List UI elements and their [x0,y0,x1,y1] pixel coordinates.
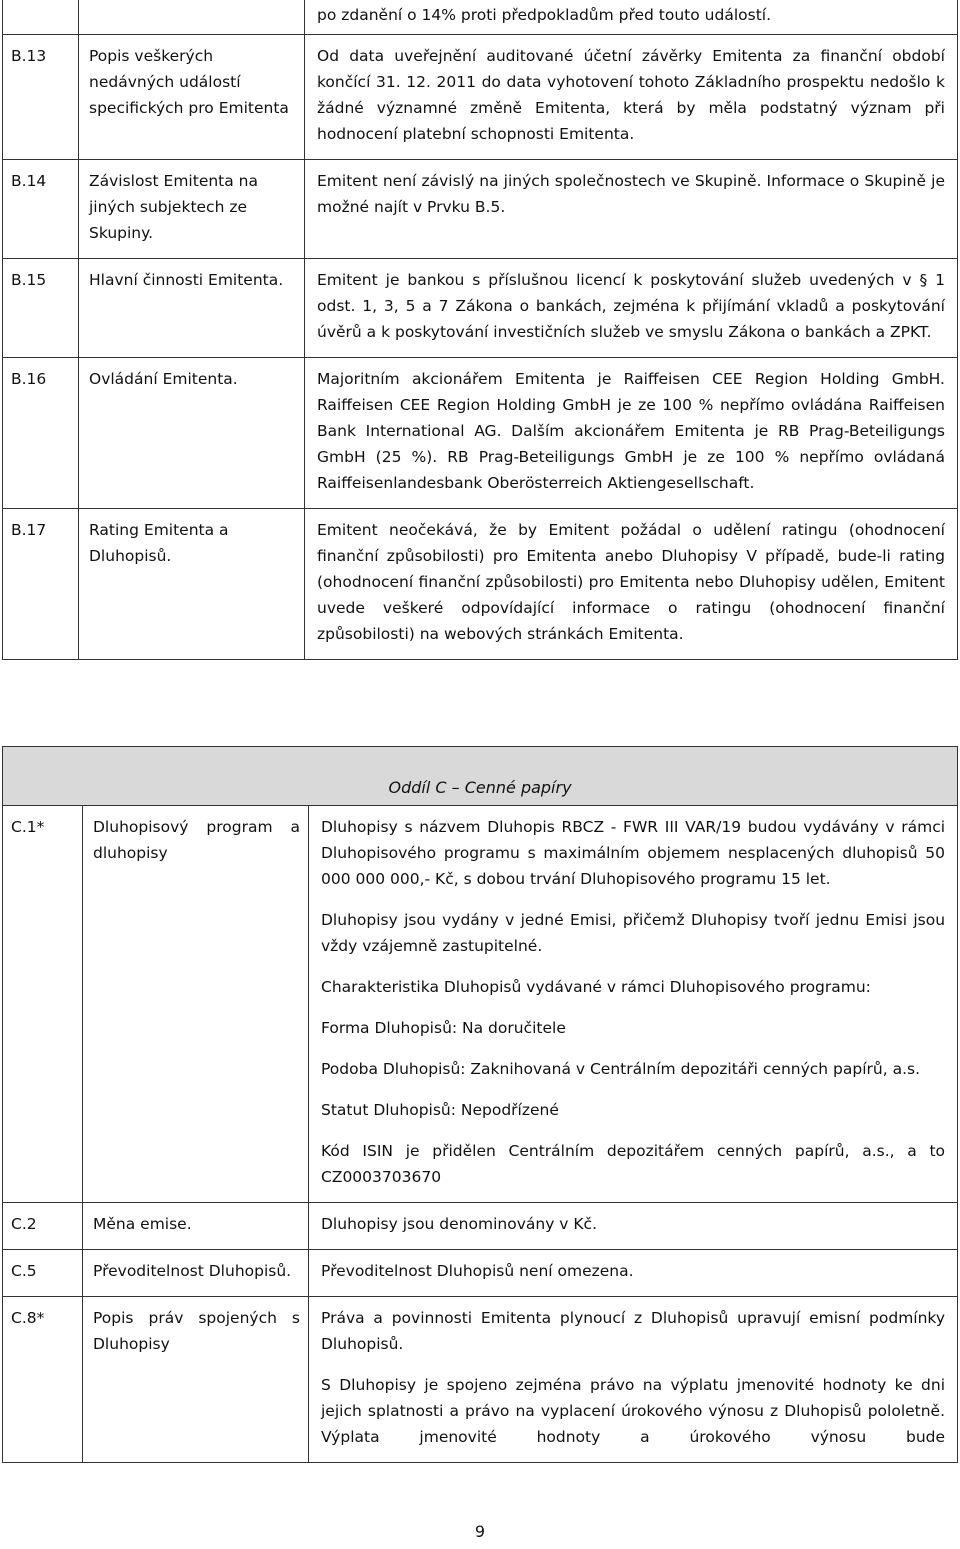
content-paragraph: Kód ISIN je přidělen Centrálním depozitářem cenných papírů, a.s., a to CZ0003703670 [321,1142,946,1186]
content-paragraph: Podoba Dluhopisů: Zaknihovaná v Centrálním depozitáři cenných papírů, a.s. [321,1060,921,1078]
content-paragraph: Emitent neočekává, že by Emitent požádal o udělení ratingu (ohodnocení finanční způsobilosti) pro Emitenta anebo Dluhopisy V případě, bude-li rating (ohodnocení finanční způsobilosti) pro Emitenta nebo Dluhopisy udělen, Emitent uvede veškeré odpovídající informace o ratingu (ohodnocení finanční způsobilosti) na webových stránkách Emitenta. [317,521,945,643]
element-content [309,1250,958,1297]
table-row [3,160,958,259]
element-content [305,358,958,509]
content-paragraph: Od data uveřejnění auditované účetní závěrky Emitenta za finanční období končící 31. 12. 2011 do data vyhotovení tohoto Základního prospektu nedošlo k žádné významné změně Emitenta, která by měla podstatný význam při hodnocení platební schopnosti Emitenta. [317,47,945,143]
content-paragraph: Emitent není závislý na jiných společnostech ve Skupině. Informace o Skupině je možné najít v Prvku B.5. [317,172,945,216]
table-row [3,0,958,35]
element-id: B.16 [3,358,79,509]
element-label: Dluhopisový program a dluhopisy [83,806,309,1203]
element-id: B.14 [3,160,79,259]
table-row [3,1297,958,1463]
content-paragraph: Majoritním akcionářem Emitenta je Raiffeisen CEE Region Holding GmbH. Raiffeisen CEE Region Holding GmbH je ze 100 % nepřímo ovládána Raiffeisen Bank International AG. Dalším akcionářem Emitenta je RB Prag-Beteiligungs GmbH (25 %). RB Prag-Beteiligungs GmbH je ze 100 % nepřímo ovládaná Raiffeisenlandesbank Oberösterreich Aktiengesellschaft. [317,370,945,492]
element-content [305,35,958,160]
content-paragraph: Emitent je bankou s příslušnou licencí k poskytování služeb uvedených v § 1 odst. 1, 3, 5 a 7 Zákona o bankách, zejména k přijímání vkladů a poskytování úvěrů a k poskytování investičních služeb ve smyslu Zákona o bankách a ZPKT. [317,271,945,341]
element-content [309,806,958,1203]
content-paragraph: S Dluhopisy je spojeno zejména právo na výplatu jmenovité hodnoty ke dni jejich splatnosti a právo na vyplacení úrokového výnosu z Dluhopisů pololetně. Výplata jmenovité hodnoty a úrokového výnosu bude [321,1376,946,1446]
element-label: Popis veškerých nedávných událostí specifických pro Emitenta [79,35,305,160]
continued-text: po zdanění o 14% proti předpokladům před touto událostí. [305,0,958,35]
element-id: B.15 [3,259,79,358]
section-header-row [3,747,958,806]
element-id: B.17 [3,509,79,660]
element-content [305,509,958,660]
content-paragraph: Statut Dluhopisů: Nepodřízené [321,1101,559,1119]
page-number: 9 [474,1522,486,1541]
table-row [3,35,958,160]
content-paragraph: Forma Dluhopisů: Na doručitele [321,1019,566,1037]
content-paragraph: Dluhopisy jsou denominovány v Kč. [321,1215,598,1233]
element-id: C.2 [3,1203,83,1250]
element-label: Hlavní činnosti Emitenta. [79,259,305,358]
element-id: C.1* [3,806,83,1203]
element-label: Měna emise. [83,1203,309,1250]
element-content [309,1297,958,1463]
table-row [3,1203,958,1250]
section-b-table [2,0,958,660]
table-cell-empty [79,0,305,35]
table-row [3,1250,958,1297]
element-id: B.13 [3,35,79,160]
table-row [3,806,958,1203]
table-row [3,358,958,509]
element-label: Ovládání Emitenta. [79,358,305,509]
table-row [3,259,958,358]
section-c-table [2,746,958,1463]
content-paragraph: Charakteristika Dluhopisů vydávané v rámci Dluhopisového programu: [321,978,871,996]
element-id: C.5 [3,1250,83,1297]
element-label: Popis práv spojených s Dluhopisy [83,1297,309,1463]
element-content [305,160,958,259]
section-heading [3,747,958,806]
table-cell-empty [3,0,79,35]
content-paragraph: Dluhopisy s názvem Dluhopis RBCZ - FWR III VAR/19 budou vydávány v rámci Dluhopisového programu s maximálním objemem nesplacených dluhopisů 50 000 000 000,- Kč, s dobou trvání Dluhopisového programu 15 let. [321,818,946,888]
element-id: C.8* [3,1297,83,1463]
element-label: Rating Emitenta a Dluhopisů. [79,509,305,660]
element-content [305,259,958,358]
element-label: Převoditelnost Dluhopisů. [83,1250,309,1297]
content-paragraph: Práva a povinnosti Emitenta plynoucí z Dluhopisů upravují emisní podmínky Dluhopisů. [321,1309,946,1353]
element-content [309,1203,958,1250]
element-label: Závislost Emitenta na jiných subjektech ze Skupiny. [79,160,305,259]
section-title: Oddíl C – Cenné papíry [388,778,572,797]
content-paragraph: Dluhopisy jsou vydány v jedné Emisi, přičemž Dluhopisy tvoří jednu Emisi jsou vždy vzájemně zastupitelné. [321,911,946,955]
content-paragraph: Převoditelnost Dluhopisů není omezena. [321,1262,634,1280]
table-row [3,509,958,660]
